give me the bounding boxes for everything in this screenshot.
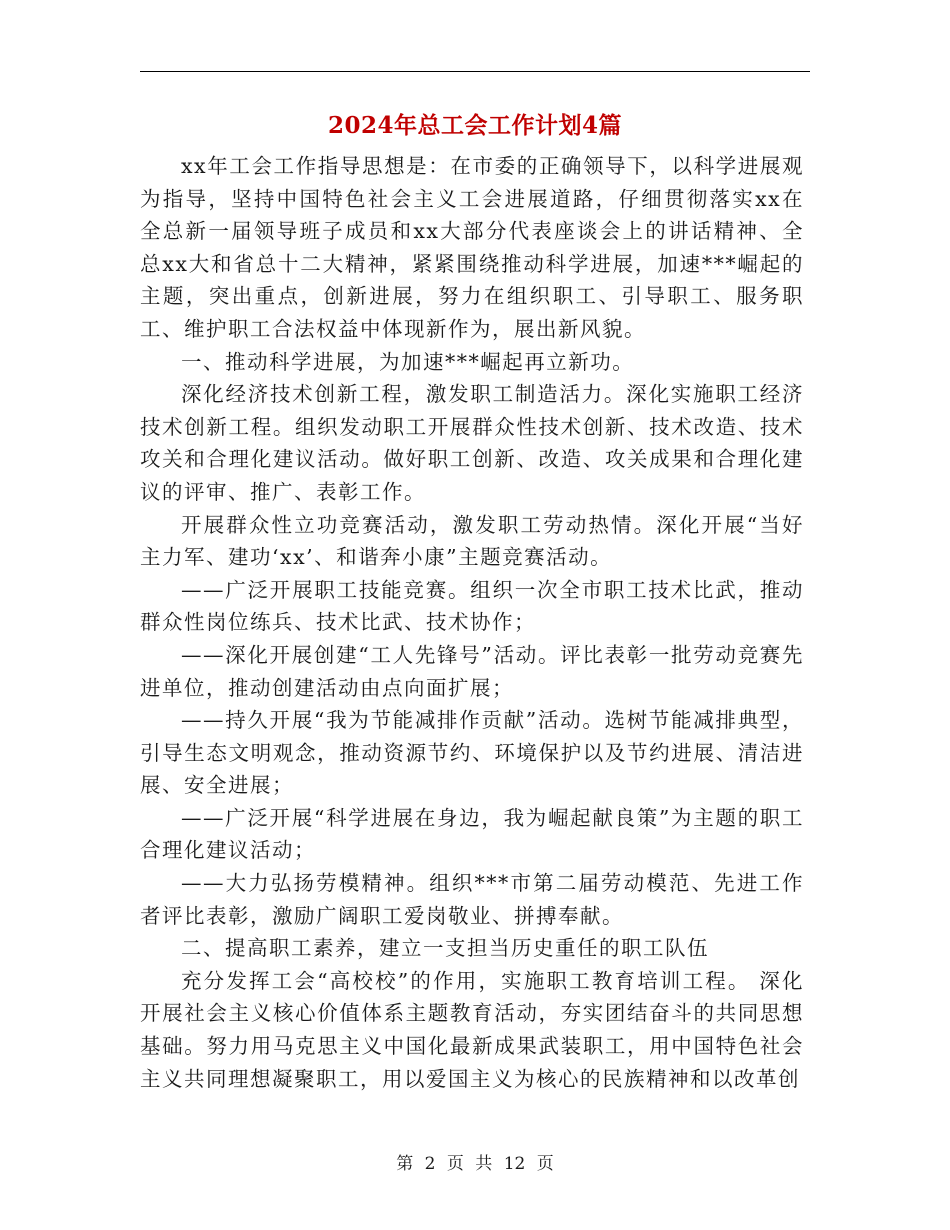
body-paragraph: 深化经济技术创新工程，激发职工制造活力。深化实施职工经济技术创新工程。组织发动职工开展群众性技术创新、技术改造、技术攻关和合理化建议活动。做好职工创新、改造、攻关成果和合理化建议的评审、推广、表彰工作。: [140, 382, 804, 504]
list-item: ——大力弘扬劳模精神。组织***市第二届劳动模范、先进工作者评比表彰，激励广阔职工爱岗敬业、拼搏奉献。: [140, 871, 804, 928]
body-paragraph: 开展群众性立功竞赛活动，激发职工劳动热情。深化开展“当好主力军、建功‘xx’、和谐奔小康”主题竞赛活动。: [140, 512, 804, 570]
body-paragraph: 充分发挥工会“高校校”的作用，实施职工教育培训工程。 深化开展社会主义核心价值体系主题教育活动，夯实团结奋斗的共同思想基础。努力用马克思主义中国化最新成果武装职工，用中国特色社会主义共同理想凝聚职工，用以爱国主义为核心的民族精神和以改革创: [140, 968, 804, 1091]
list-item: ——广泛开展“科学进展在身边，我为崛起献良策”为主题的职工合理化建议活动；: [140, 805, 804, 863]
list-item: ——广泛开展职工技能竞赛。组织一次全市职工技术比武，推动群众性岗位练兵、技术比武、技术协作；: [140, 577, 804, 635]
page-number: 第 2 页 共 12 页: [396, 1154, 554, 1174]
section-heading: 二、提高职工素养，建立一支担当历史重任的职工队伍: [181, 936, 709, 961]
body-paragraph: xx年工会工作指导思想是：在市委的正确领导下，以科学进展观为指导，坚持中国特色社会主义工会进展道路，仔细贯彻落实xx在全总新一届领导班子成员和xx大部分代表座谈会上的讲话精神、全总xx大和省总十二大精神，紧紧围绕推动科学进展，加速***崛起的主题，突出重点，创新进展，努力在组织职工、引导职工、服务职工、维护职工合法权益中体现新作为，展出新风貌。: [140, 154, 804, 341]
list-item: ——持久开展“我为节能减排作贡献”活动。选树节能减排典型，引导生态文明观念，推动资源节约、环境保护以及节约进展、清洁进展、安全进展；: [140, 708, 804, 798]
document-title: 2024年总工会工作计划4篇: [327, 112, 623, 139]
document-body: [140, 150, 804, 1095]
section-heading: 一、推动科学进展，为加速***崛起再立新功。: [181, 349, 635, 374]
header-rule: [140, 71, 810, 72]
list-item: ——深化开展创建“工人先锋号”活动。评比表彰一批劳动竞赛先进单位，推动创建活动由点向面扩展；: [140, 642, 804, 700]
